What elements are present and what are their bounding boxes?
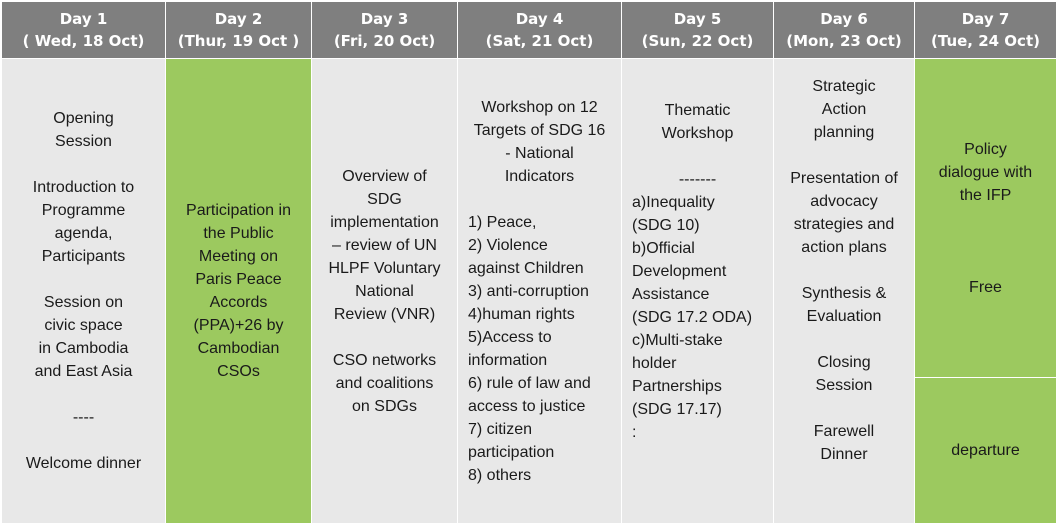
day-2-title: Day 2 bbox=[214, 10, 263, 28]
day-4-title: Day 4 bbox=[515, 10, 564, 28]
day-3-cell bbox=[312, 58, 458, 523]
day-5-cell bbox=[622, 58, 774, 523]
day-1-date: ( Wed, 18 Oct) bbox=[22, 32, 145, 50]
day-6-date: (Mon, 23 Oct) bbox=[786, 32, 902, 50]
day-3-activities: Overview of SDG implementation – review of UN HLPF Voluntary National Review (VNR) CSO networks and coalitions on SDGs bbox=[328, 167, 441, 415]
day-1-header bbox=[2, 2, 166, 58]
day-4-heading: Workshop on 12 Targets of SDG 16 - National Indicators bbox=[473, 98, 606, 185]
day-6-title: Day 6 bbox=[820, 10, 868, 28]
day-2-cell bbox=[166, 58, 312, 523]
day-6-header bbox=[774, 2, 915, 58]
day-4-date: (Sat, 21 Oct) bbox=[485, 32, 594, 50]
day-2-header bbox=[166, 2, 312, 58]
day-4-cell bbox=[458, 58, 622, 523]
day-5-topics: a)Inequality (SDG 10) b)Official Development Assistance (SDG 17.2 ODA) c)Multi-stake holder Partnerships (SDG 17.17) : bbox=[632, 194, 753, 441]
day-5-title: Day 5 bbox=[673, 10, 722, 28]
day-7-bottom-cell bbox=[915, 377, 1056, 523]
day-3-title: Day 3 bbox=[360, 10, 409, 28]
day-1-title: Day 1 bbox=[59, 10, 108, 28]
day-5-heading: Thematic Workshop ------- bbox=[661, 102, 734, 188]
day-7-top-cell bbox=[915, 58, 1056, 377]
day-7-activities: Policy dialogue with the IFP Free bbox=[938, 140, 1033, 296]
day-6-activities: Strategic Action planning Presentation of advocacy strategies and action plans Synthesis & Evaluation Closing Session Farewell Dinner bbox=[790, 78, 898, 463]
day-6-cell bbox=[774, 58, 915, 523]
day-5-date: (Sun, 22 Oct) bbox=[641, 32, 754, 50]
day-4-topics: 1) Peace, 2) Violence against Children 3) anti-corruption 4)human rights 5)Access to information 6) rule of law and access to justice 7) citizen participation 8) others bbox=[468, 213, 591, 484]
day-2-activities: Participation in the Public Meeting on Paris Peace Accords (PPA)+26 by Cambodian CSOs bbox=[186, 202, 291, 380]
day-1-activities: Opening Session Introduction to Programme agenda, Participants Session on civic space in Cambodia and East Asia ---- Welcome dinner bbox=[25, 110, 142, 472]
day-7-departure: departure bbox=[951, 442, 1020, 459]
day-5-header bbox=[622, 2, 774, 58]
day-3-header bbox=[312, 2, 458, 58]
day-7-header bbox=[915, 2, 1056, 58]
day-7-date: (Tue, 24 Oct) bbox=[931, 32, 1040, 50]
day-2-date: (Thur, 19 Oct ) bbox=[177, 32, 300, 50]
day-4-header bbox=[458, 2, 622, 58]
day-3-date: (Fri, 20 Oct) bbox=[333, 32, 436, 50]
day-7-title: Day 7 bbox=[961, 10, 1010, 28]
day-1-cell bbox=[2, 58, 166, 523]
